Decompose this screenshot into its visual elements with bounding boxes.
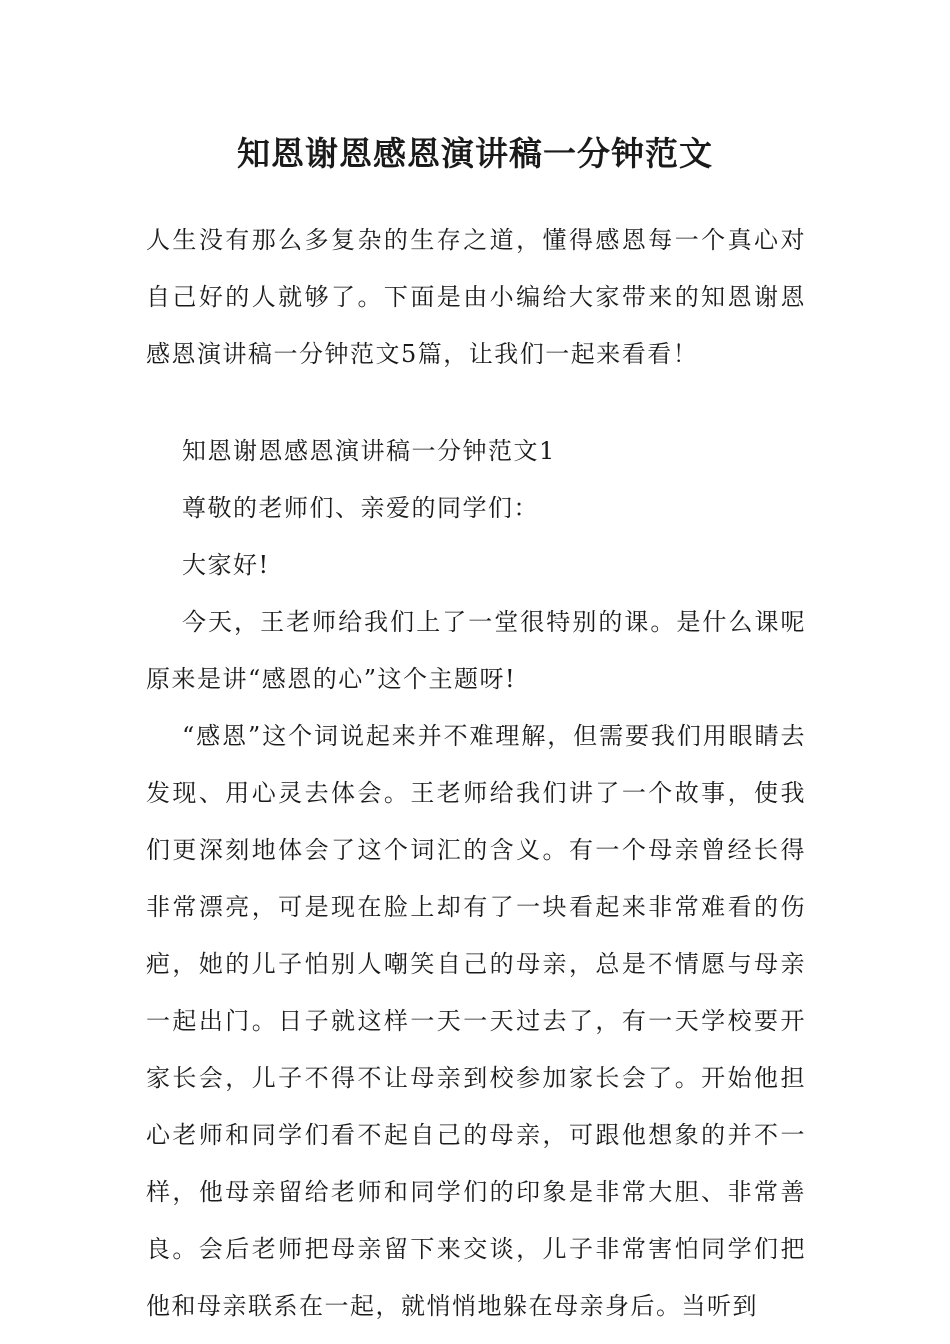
body-paragraph-2: “感恩”这个词说起来并不难理解，但需要我们用眼睛去发现、用心灵去体会。王老师给我们讲了一个故事，使我们更深刻地体会了这个词汇的含义。有一个母亲曾经长得非常漂亮，可是现在脸上却有了一块看起来非常难看的伤疤，她的儿子怕别人嘲笑自己的母亲，总是不情愿与母亲一起出门。日子就这样一天一天过去了，有一天学校要开家长会，儿子不得不让母亲到校参加家长会了。开始他担心老师和同学们看不起自己的母亲，可跟他想象的并不一样，他母亲留给老师和同学们的印象是非常大胆、非常善良。会后老师把母亲留下来交谈，儿子非常害怕同学们把他和母亲联系在一起，就悄悄地躲在母亲身后。当听到 (146, 722, 806, 1320)
body-paragraph-1: 今天，王老师给我们上了一堂很特别的课。是什么课呢原来是讲“感恩的心”这个主题呀! (146, 608, 806, 693)
greeting: 大家好! (182, 551, 270, 579)
section-heading: 知恩谢恩感恩演讲稿一分钟范文1 (182, 437, 556, 465)
document-title: 知恩谢恩感恩演讲稿一分钟范文 (237, 134, 713, 173)
salutation: 尊敬的老师们、亲爱的同学们： (182, 494, 539, 522)
intro-paragraph: 人生没有那么多复杂的生存之道，懂得感恩每一个真心对自己好的人就够了。下面是由小编给大家带来的知恩谢恩感恩演讲稿一分钟范文5篇，让我们一起来看看！ (146, 226, 806, 368)
article-body (146, 423, 806, 1335)
